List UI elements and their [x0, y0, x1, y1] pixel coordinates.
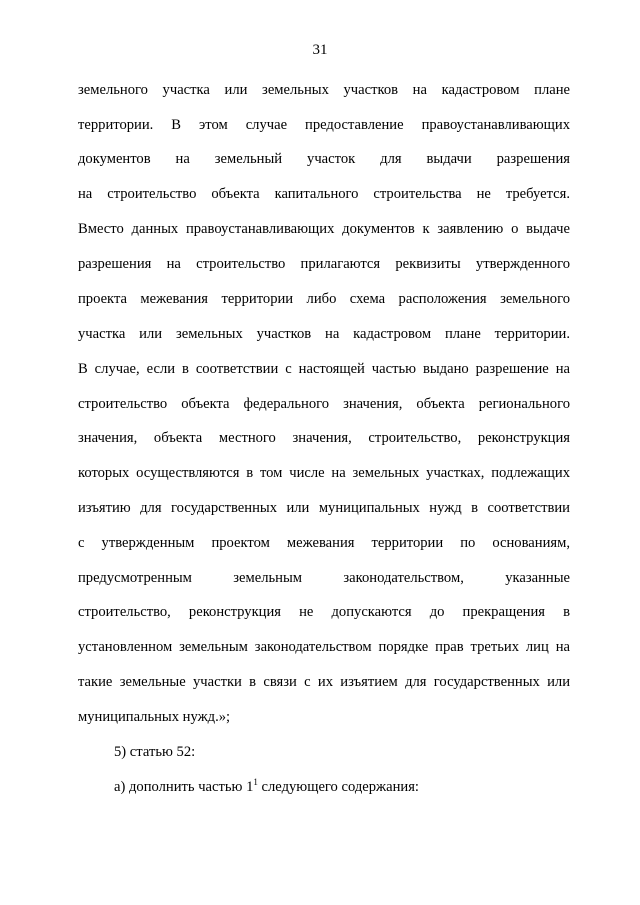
superscript: 1 — [253, 777, 258, 788]
page-number: 31 — [312, 42, 328, 58]
paragraph-line: территории. В этом случае предоставление правоустанавливающих — [78, 117, 570, 133]
paragraph-line: проекта межевания территории либо схема расположения земельного — [78, 291, 570, 307]
paragraph-line: изъятию для государственных или муниципальных нужд в соответствии — [78, 500, 570, 516]
paragraph-line: документов на земельный участок для выдачи разрешения — [78, 151, 570, 167]
paragraph-line: значения, объекта местного значения, строительство, реконструкция — [78, 430, 570, 446]
paragraph-line: которых осуществляются в том числе на земельных участках, подлежащих — [78, 465, 570, 481]
paragraph-line: установленном земельным законодательством порядке прав третьих лиц на — [78, 639, 570, 655]
list-item-5: 5) статью 52: — [114, 744, 196, 760]
paragraph-line: разрешения на строительство прилагаются реквизиты утвержденного — [78, 256, 570, 272]
paragraph-line: земельного участка или земельных участков на кадастровом плане — [78, 82, 570, 98]
paragraph-line: В случае, если в соответствии с настоящей частью выдано разрешение на — [78, 361, 570, 377]
paragraph-line: строительство, реконструкция не допускаются до прекращения в — [78, 604, 570, 620]
paragraph-line: предусмотренным земельным законодательством, указанные — [78, 570, 570, 586]
list-item-a-text: а) дополнить частью 1 — [114, 779, 254, 795]
paragraph-line: строительство объекта федерального значения, объекта регионального — [78, 396, 570, 412]
paragraph-line: такие земельные участки в связи с их изъятием для государственных или — [78, 674, 570, 690]
list-item-a — [114, 777, 570, 797]
list-item-a-text-end: следующего содержания: — [257, 779, 419, 795]
paragraph-line: муниципальных нужд.»; — [78, 709, 231, 725]
paragraph-line: участка или земельных участков на кадастровом плане территории. — [78, 326, 570, 342]
paragraph-line: с утвержденным проектом межевания территории по основаниям, — [78, 535, 570, 551]
paragraph-line: на строительство объекта капитального строительства не требуется. — [78, 186, 570, 202]
paragraph-line: Вместо данных правоустанавливающих документов к заявлению о выдаче — [78, 221, 570, 237]
